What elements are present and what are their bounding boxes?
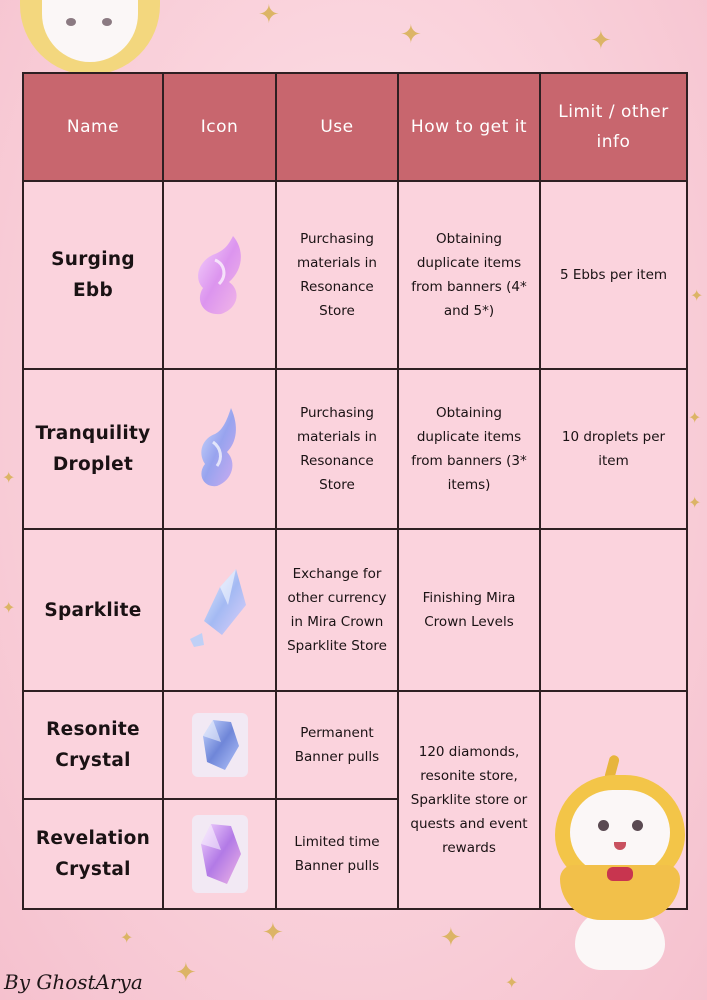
sparkle-icon: ✦	[258, 0, 280, 30]
header-limit: Limit / other info	[540, 73, 687, 181]
sparkle-icon: ✦	[590, 26, 612, 56]
item-name: Sparklite	[23, 529, 163, 691]
header-how-to-get: How to get it	[398, 73, 540, 181]
author-credit: By GhostArya	[4, 970, 143, 994]
item-use: Exchange for other currency in Mira Crown Sparklite Store	[276, 529, 398, 691]
sparkle-icon: ✦	[175, 958, 197, 988]
item-limit: 10 droplets per item	[540, 369, 687, 529]
header-icon: Icon	[163, 73, 276, 181]
item-how-to-get: 120 diamonds, resonite store, Sparklite store or quests and event rewards	[398, 691, 540, 909]
sparkle-icon: ✦	[690, 286, 704, 305]
item-icon-cell	[163, 181, 276, 369]
item-use: Limited time Banner pulls	[276, 799, 398, 909]
item-name: Tranquility Droplet	[23, 369, 163, 529]
table-row	[23, 181, 687, 369]
item-how-to-get: Obtaining duplicate items from banners (4* and 5*)	[398, 181, 540, 369]
item-limit	[540, 529, 687, 691]
item-how-to-get: Obtaining duplicate items from banners (3* items)	[398, 369, 540, 529]
sparkle-icon: ✦	[688, 493, 702, 512]
item-icon-cell	[163, 529, 276, 691]
item-use: Permanent Banner pulls	[276, 691, 398, 799]
cat-mascot-bottom	[545, 755, 695, 980]
item-use: Purchasing materials in Resonance Store	[276, 181, 398, 369]
header-name: Name	[23, 73, 163, 181]
header-row	[23, 73, 687, 181]
item-icon-cell	[163, 799, 276, 909]
item-icon-cell	[163, 691, 276, 799]
item-icon-cell	[163, 369, 276, 529]
table-row	[23, 369, 687, 529]
table-row	[23, 529, 687, 691]
revelation-crystal-icon	[191, 814, 249, 894]
item-how-to-get: Finishing Mira Crown Levels	[398, 529, 540, 691]
item-name: Revelation Crystal	[23, 799, 163, 909]
item-limit: 5 Ebbs per item	[540, 181, 687, 369]
sparklite-icon	[182, 565, 258, 655]
item-name: Surging Ebb	[23, 181, 163, 369]
sparkle-icon: ✦	[120, 928, 134, 947]
tranquility-droplet-icon	[187, 404, 253, 494]
item-name: Resonite Crystal	[23, 691, 163, 799]
sparkle-icon: ✦	[505, 973, 519, 992]
sparkle-icon: ✦	[400, 20, 422, 50]
cat-mascot-top	[20, 0, 160, 75]
surging-ebb-icon	[185, 230, 255, 320]
item-use: Purchasing materials in Resonance Store	[276, 369, 398, 529]
resonite-crystal-icon	[191, 712, 249, 778]
sparkle-icon: ✦	[688, 408, 702, 427]
sparkle-icon: ✦	[440, 923, 462, 953]
header-use: Use	[276, 73, 398, 181]
sparkle-icon: ✦	[2, 598, 16, 617]
sparkle-icon: ✦	[2, 468, 16, 487]
sparkle-icon: ✦	[262, 918, 284, 948]
